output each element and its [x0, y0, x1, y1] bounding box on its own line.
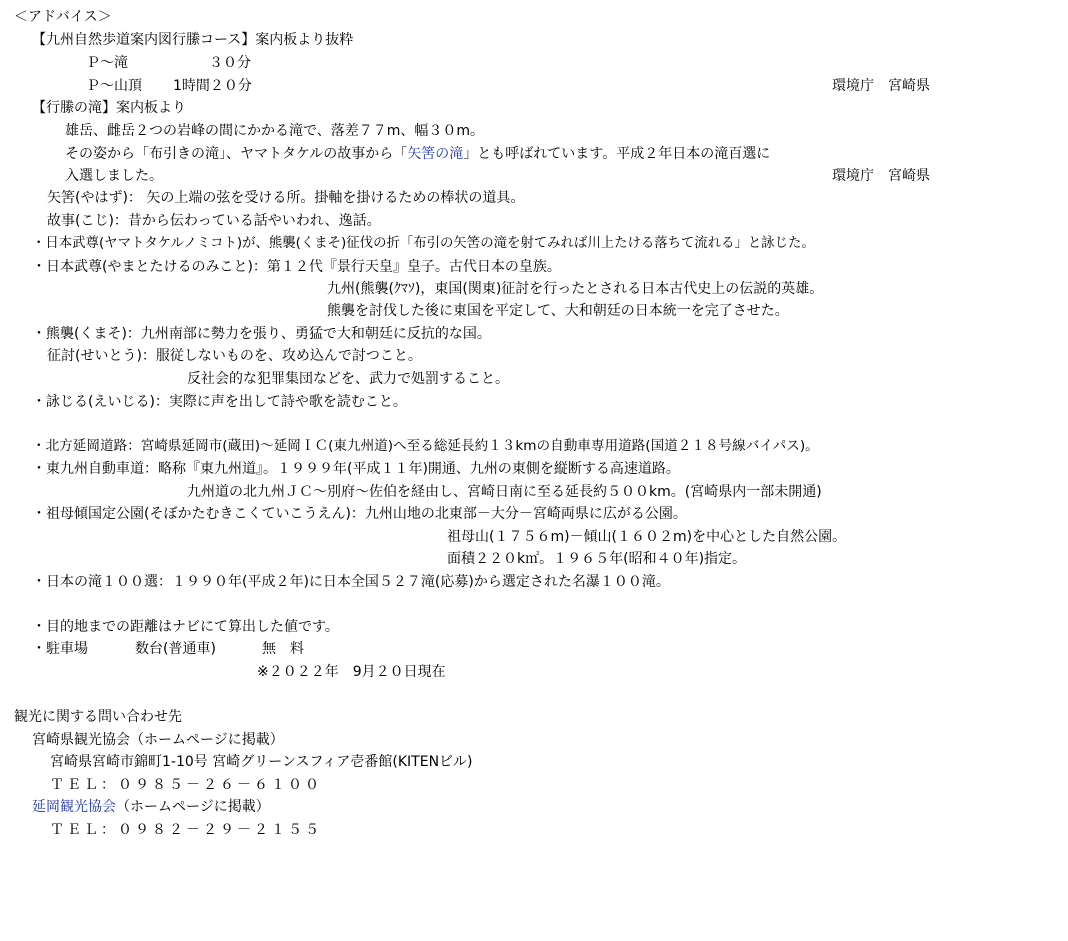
- contact-org2-suffix: （ホームページに掲載）: [116, 799, 270, 815]
- waterfall-heading: 【行縢の滝】案内板より: [32, 100, 186, 116]
- glossary-kumaso: ・熊襲(くまそ)：九州南部に勢力を張り、勇猛で大和朝廷に反抗的な国。: [32, 326, 491, 342]
- waterfall-desc-line2-a: その姿から「布引きの滝」、ヤマトタケルの故事から「: [65, 146, 408, 162]
- road-higashikyushu-cont: 九州道の北九州ＪＣ～別府～佐伯を経由し、宮崎日南に至る延長約５００km。(宮崎県内一部未開通): [187, 484, 822, 500]
- course-source: 環境庁 宮崎県: [832, 78, 930, 94]
- parking-count: 数台(普通車): [135, 641, 216, 657]
- contact-heading: 観光に関する問い合わせ先: [14, 709, 182, 725]
- waterfall-desc-line2: [65, 145, 770, 163]
- glossary-yamato-poem: ・日本武尊(ヤマトタケルノミコト)が、熊襲(くまそ)征伐の折「布引の矢筈の滝を射てみれば川上たける落ちて流れる」と詠じた。: [32, 236, 815, 251]
- road-higashikyushu: ・東九州自動車道：略称『東九州道』。１９９９年(平成１１年)開通、九州の東側を縦断する高速道路。: [32, 461, 680, 477]
- glossary-yamatotakeru-cont2: 熊襲を討伐した後に東国を平定して、大和朝廷の日本統一を完了させた。: [327, 303, 789, 319]
- yahazu-waterfall-link[interactable]: 矢筈の滝: [407, 146, 464, 162]
- glossary-seito: 征討(せいとう)：服従しないものを、攻め込んで討つこと。: [47, 348, 422, 364]
- glossary-koji: 故事(こじ)：昔から伝わっている話やいわれ、逸話。: [47, 213, 381, 229]
- glossary-yamatotakeru: ・日本武尊(やまとたけるのみこと)：第１２代『景行天皇』皇子。古代日本の皇族。: [32, 259, 561, 275]
- waterfall-source: 環境庁 宮崎県: [832, 168, 930, 184]
- contact-org1-tel: ＴＥＬ：０９８５－２６－６１００: [50, 777, 322, 793]
- waterfall-top100: ・日本の滝１００選：１９９０年(平成２年)に日本全国５２７滝(応募)から選定された名瀑１００滝。: [32, 574, 670, 590]
- contact-org1-name: 宮崎県観光協会（ホームページに掲載）: [32, 732, 284, 748]
- waterfall-desc-line3: 入選しました。: [65, 168, 163, 184]
- road-kitakata: ・北方延岡道路：宮崎県延岡市(蔵田)～延岡ＩＣ(東九州道)へ至る総延長約１３kmの自動車専用道路(国道２１８号線バイパス)。: [32, 438, 819, 454]
- course-row2-label: Ｐ～山頂: [86, 78, 142, 94]
- glossary-seito-cont: 反社会的な犯罪集団などを、武力で処罰すること。: [187, 371, 509, 387]
- park-sobokatamuki: ・祖母傾国定公園(そぼかたむきこくていこうえん)：九州山地の北東部－大分－宮崎両県に広がる公園。: [32, 506, 687, 522]
- park-sobokatamuki-cont1: 祖母山(１７５６m)－傾山(１６０２m)を中心とした自然公園。: [447, 529, 847, 545]
- contact-org1-address: 宮崎県宮崎市錦町1-10号 宮崎グリーンスフィア壱番館(KITENビル): [50, 754, 473, 770]
- course-row1-time: ３０分: [209, 55, 251, 71]
- parking-fee: 無 料: [262, 641, 304, 657]
- glossary-eijiru: ・詠じる(えいじる)：実際に声を出して詩や歌を読むこと。: [32, 394, 407, 410]
- nobeoka-tourism-link[interactable]: 延岡観光協会: [32, 799, 116, 815]
- contact-org2-tel: ＴＥＬ：０９８２－２９－２１５５: [50, 822, 322, 838]
- waterfall-desc-line2-b: 」とも呼ばれています。平成２年日本の滝百選に: [463, 146, 771, 162]
- glossary-yahazu: 矢筈(やはず)： 矢の上端の弦を受ける所。掛軸を掛けるための棒状の道具。: [47, 190, 525, 206]
- glossary-yamatotakeru-cont1: 九州(熊襲(ｸﾏｿ)，東国(関東)征討を行ったとされる日本古代史上の伝説的英雄。: [327, 281, 824, 297]
- advice-heading: ＜アドバイス＞: [14, 9, 112, 25]
- parking-label: ・駐車場: [32, 641, 88, 657]
- distance-note: ・目的地までの距離はナビにて算出した値です。: [32, 619, 339, 635]
- contact-org2: [32, 798, 270, 816]
- waterfall-desc-line1: 雄岳、雌岳２つの岩峰の間にかかる滝で、落差７７m、幅３０m。: [65, 123, 484, 139]
- course-heading: 【九州自然歩道案内図行縢コース】案内板より抜粋: [32, 32, 354, 48]
- park-sobokatamuki-cont2: 面積２２０k㎡。１９６５年(昭和４０年)指定。: [447, 551, 747, 567]
- course-row1-label: Ｐ～滝: [86, 55, 128, 71]
- course-row2-time: 1時間２０分: [173, 78, 252, 94]
- as-of-date: ※２０２２年 9月２０日現在: [257, 664, 446, 680]
